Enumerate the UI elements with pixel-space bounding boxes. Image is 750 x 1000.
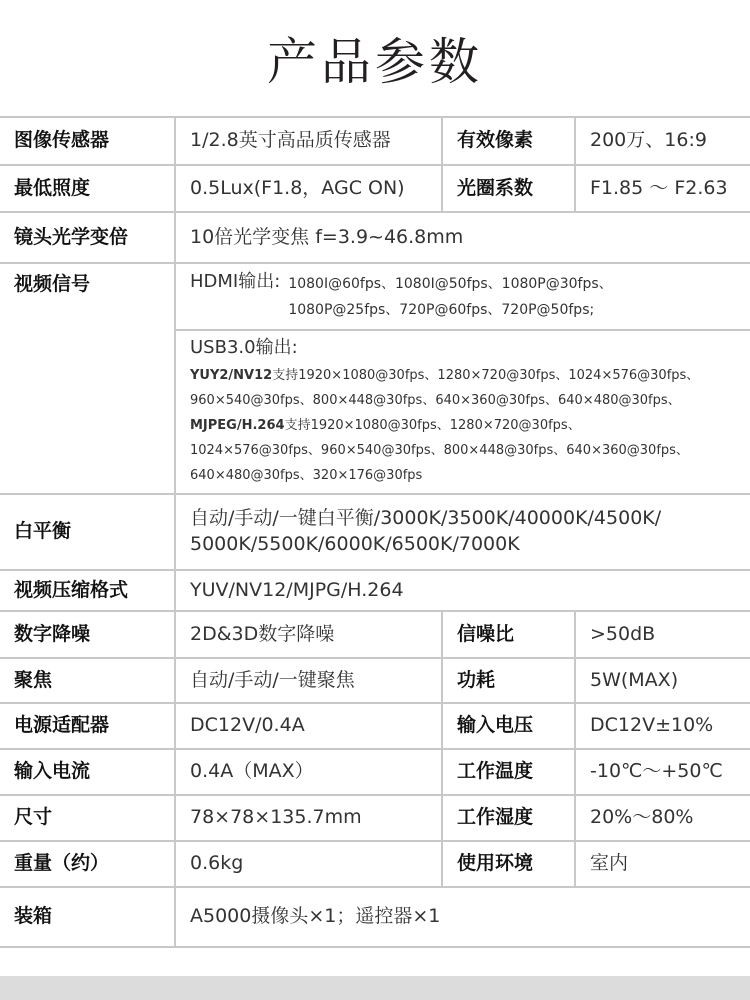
spec-label: 视频信号 — [0, 263, 175, 494]
spec-label: 尺寸 — [0, 795, 175, 841]
spec-value: F1.85 ～ F2.63 — [575, 165, 750, 212]
table-row — [0, 494, 750, 570]
usb-format-line: 960×540@30fps、800×448@30fps、640×360@30fps、640×480@30fps、 — [190, 392, 681, 408]
spec-label: 最低照度 — [0, 165, 175, 212]
spec-value: 200万、16:9 — [575, 117, 750, 165]
table-row — [0, 841, 750, 887]
spec-label: 输入电流 — [0, 749, 175, 795]
hdmi-format-line: 1080P@25fps、720P@60fps、720P@50fps; — [288, 302, 595, 318]
spec-value: 5W(MAX) — [575, 658, 750, 703]
table-row — [0, 795, 750, 841]
spec-value-line: 5000K/5500K/6000K/6500K/7000K — [190, 533, 520, 555]
spec-value: YUV/NV12/MJPG/H.264 — [175, 570, 750, 611]
spec-label: 功耗 — [442, 658, 575, 703]
spec-label: 重量（约） — [0, 841, 175, 887]
usb-format-line: 1024×576@30fps、960×540@30fps、800×448@30fps、640×360@30fps、 — [190, 442, 689, 458]
table-row — [0, 703, 750, 749]
spec-label: 有效像素 — [442, 117, 575, 165]
usb-format-text: 支持1920×1080@30fps、1280×720@30fps、1024×576@30fps、 — [272, 367, 700, 383]
spec-value: 20%～80% — [575, 795, 750, 841]
spec-label: 装箱 — [0, 887, 175, 947]
hdmi-format-list — [280, 270, 612, 323]
usb-format-line — [190, 363, 736, 388]
spec-label: 使用环境 — [442, 841, 575, 887]
spec-value: 2D&3D数字降噪 — [175, 611, 442, 658]
usb-output-label: USB3.0输出: — [190, 337, 298, 359]
hdmi-format-line: 1080I@60fps、1080I@50fps、1080P@30fps、 — [288, 276, 613, 292]
table-row — [0, 570, 750, 611]
bottom-divider-strip — [0, 976, 750, 1000]
spec-value: >50dB — [575, 611, 750, 658]
usb-format-line — [190, 413, 736, 438]
spec-value: 0.4A（MAX） — [175, 749, 442, 795]
table-row — [0, 658, 750, 703]
spec-label: 输入电压 — [442, 703, 575, 749]
table-row — [0, 611, 750, 658]
table-row — [0, 165, 750, 212]
usb-format-prefix: MJPEG/H.264 — [190, 417, 285, 433]
table-row — [0, 887, 750, 947]
spec-label: 电源适配器 — [0, 703, 175, 749]
spec-label: 数字降噪 — [0, 611, 175, 658]
spec-value — [175, 494, 750, 570]
usb-format-line: 640×480@30fps、320×176@30fps — [190, 467, 423, 483]
spec-label: 视频压缩格式 — [0, 570, 175, 611]
usb-format-text: 支持1920×1080@30fps、1280×720@30fps、 — [284, 417, 581, 433]
spec-value: 自动/手动/一键聚焦 — [175, 658, 442, 703]
spec-label: 白平衡 — [0, 494, 175, 570]
spec-table — [0, 116, 750, 948]
table-row — [0, 117, 750, 165]
spec-value: 0.5Lux(F1.8，AGC ON) — [175, 165, 442, 212]
usb-output-cell — [175, 330, 750, 494]
spec-label: 工作温度 — [442, 749, 575, 795]
spec-value: 1/2.8英寸高品质传感器 — [175, 117, 442, 165]
spec-label: 图像传感器 — [0, 117, 175, 165]
table-row — [0, 749, 750, 795]
spec-label: 镜头光学变倍 — [0, 212, 175, 263]
hdmi-output-cell — [175, 263, 750, 330]
hdmi-output-label: HDMI输出: — [190, 271, 281, 292]
spec-value: 0.6kg — [175, 841, 442, 887]
usb-format-prefix: YUY2/NV12 — [190, 367, 273, 383]
spec-label: 工作湿度 — [442, 795, 575, 841]
spec-value: 10倍光学变焦 f=3.9~46.8mm — [175, 212, 750, 263]
spec-label: 聚焦 — [0, 658, 175, 703]
spec-value: DC12V±10% — [575, 703, 750, 749]
spec-value: 78×78×135.7mm — [175, 795, 442, 841]
table-row — [0, 212, 750, 263]
spec-label: 光圈系数 — [442, 165, 575, 212]
spec-value: 室内 — [575, 841, 750, 887]
page-title: 产品参数 — [267, 33, 483, 91]
spec-value: A5000摄像头×1；遥控器×1 — [175, 887, 750, 947]
spec-label: 信噪比 — [442, 611, 575, 658]
spec-value: -10℃～+50℃ — [575, 749, 750, 795]
table-row — [0, 263, 750, 330]
spec-value-line: 自动/手动/一键白平衡/3000K/3500K/40000K/4500K/ — [190, 507, 662, 530]
spec-value: DC12V/0.4A — [175, 703, 442, 749]
